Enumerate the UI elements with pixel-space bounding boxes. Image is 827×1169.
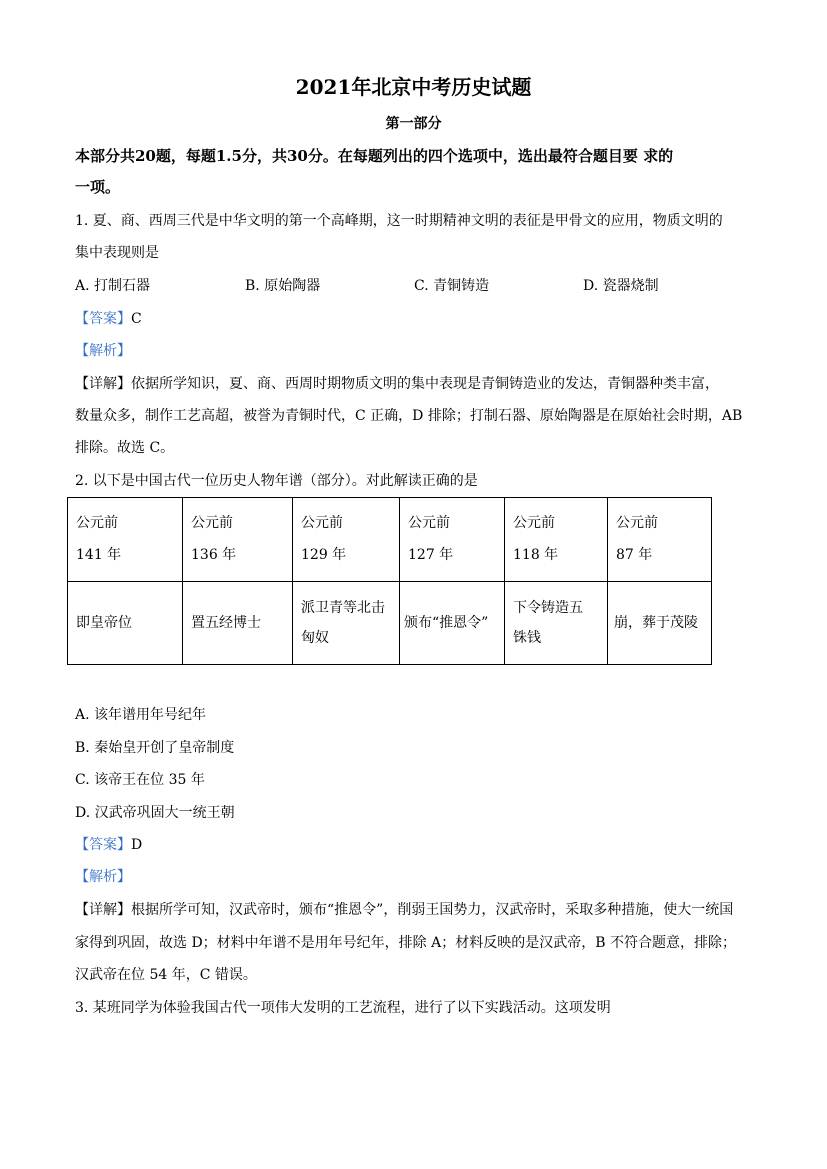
- q1-stem-line-1: 1. 夏、商、西周三代是中华文明的第一个高峰期，这一时期精神文明的表征是甲骨文的应用，物质文明的: [75, 213, 723, 229]
- table-row-events: [68, 581, 712, 665]
- q1-option-c: C. 青铜铸造: [414, 278, 490, 294]
- q2-option-c: C. 该帝王在位 35 年: [75, 772, 205, 788]
- table-cell-year: 公元前 118 年: [505, 498, 608, 582]
- section-title: 第一部分: [385, 116, 442, 132]
- table-cell-event: 崩，葬于茂陵: [608, 581, 712, 665]
- q1-analysis-tag: 【解析】: [75, 343, 131, 359]
- q2-stem: 2. 以下是中国古代一位历史人物年谱（部分）。对此解读正确的是: [75, 473, 478, 489]
- q2-option-a: A. 该年谱用年号纪年: [75, 707, 207, 723]
- q2-detail-line-3: 汉武帝在位 54 年，C 错误。: [75, 967, 257, 983]
- q2-analysis-tag: 【解析】: [75, 869, 131, 885]
- q1-option-b: B. 原始陶器: [245, 278, 321, 294]
- q2-option-b: B. 秦始皇开创了皇帝制度: [75, 740, 235, 756]
- q1-detail-line-3: 排除。故选 C。: [75, 440, 175, 456]
- table-cell-year: 公元前 87 年: [608, 498, 712, 582]
- q2-answer-tag: 【答案】: [75, 837, 131, 853]
- q1-detail-line-2: 数量众多，制作工艺高超，被誉为青铜时代，C 正确，D 排除；打制石器、原始陶器是在原始社会时期，AB: [75, 408, 743, 424]
- q2-detail-line-2: 家得到巩固，故选 D；材料中年谱不是用年号纪年，排除 A；材料反映的是汉武帝，B 不符合题意，排除；: [75, 935, 736, 951]
- table-cell-event: 派卫青等北击 匈奴: [293, 581, 400, 665]
- q2-answer-value: D: [131, 837, 143, 853]
- instructions-line-1: 本部分共20题，每题1.5分，共30分。在每题列出的四个选项中，选出最符合题目要 求的: [75, 147, 674, 165]
- q1-option-a: A. 打制石器: [75, 278, 151, 294]
- table-cell-year: 公元前 129 年: [293, 498, 400, 582]
- table-cell-year: 公元前 127 年: [400, 498, 505, 582]
- q1-option-d: D. 瓷器烧制: [583, 278, 659, 294]
- q1-answer-tag: 【答案】: [75, 311, 131, 327]
- table-cell-event: 置五经博士: [183, 581, 293, 665]
- page-title: 2021年北京中考历史试题: [295, 75, 532, 99]
- table-cell-year: 公元前 141 年: [68, 498, 183, 582]
- table-cell-event: 颁布“推恩令”: [400, 581, 505, 665]
- instructions-line-2: 一项。: [75, 178, 121, 196]
- q2-option-d: D. 汉武帝巩固大一统王朝: [75, 805, 235, 821]
- q1-answer: [75, 309, 142, 329]
- chronology-table: [67, 497, 712, 665]
- table-row-years: [68, 498, 712, 582]
- table-cell-event: 下令铸造五 铢钱: [505, 581, 608, 665]
- q1-answer-value: C: [131, 311, 142, 327]
- q1-detail-line-1: 【详解】依据所学知识，夏、商、西周时期物质文明的集中表现是青铜铸造业的发达，青铜器种类丰富，: [75, 376, 719, 392]
- table-cell-year: 公元前 136 年: [183, 498, 293, 582]
- q2-detail-line-1: 【详解】根据所学可知，汉武帝时，颁布“推恩令”，削弱王国势力，汉武帝时，采取多种措施，使大一统国: [75, 902, 734, 918]
- q1-stem-line-2: 集中表现则是: [75, 245, 159, 261]
- table-cell-event: 即皇帝位: [68, 581, 183, 665]
- q2-answer: [75, 835, 142, 855]
- q3-stem: 3. 某班同学为体验我国古代一项伟大发明的工艺流程，进行了以下实践活动。这项发明: [75, 1000, 611, 1016]
